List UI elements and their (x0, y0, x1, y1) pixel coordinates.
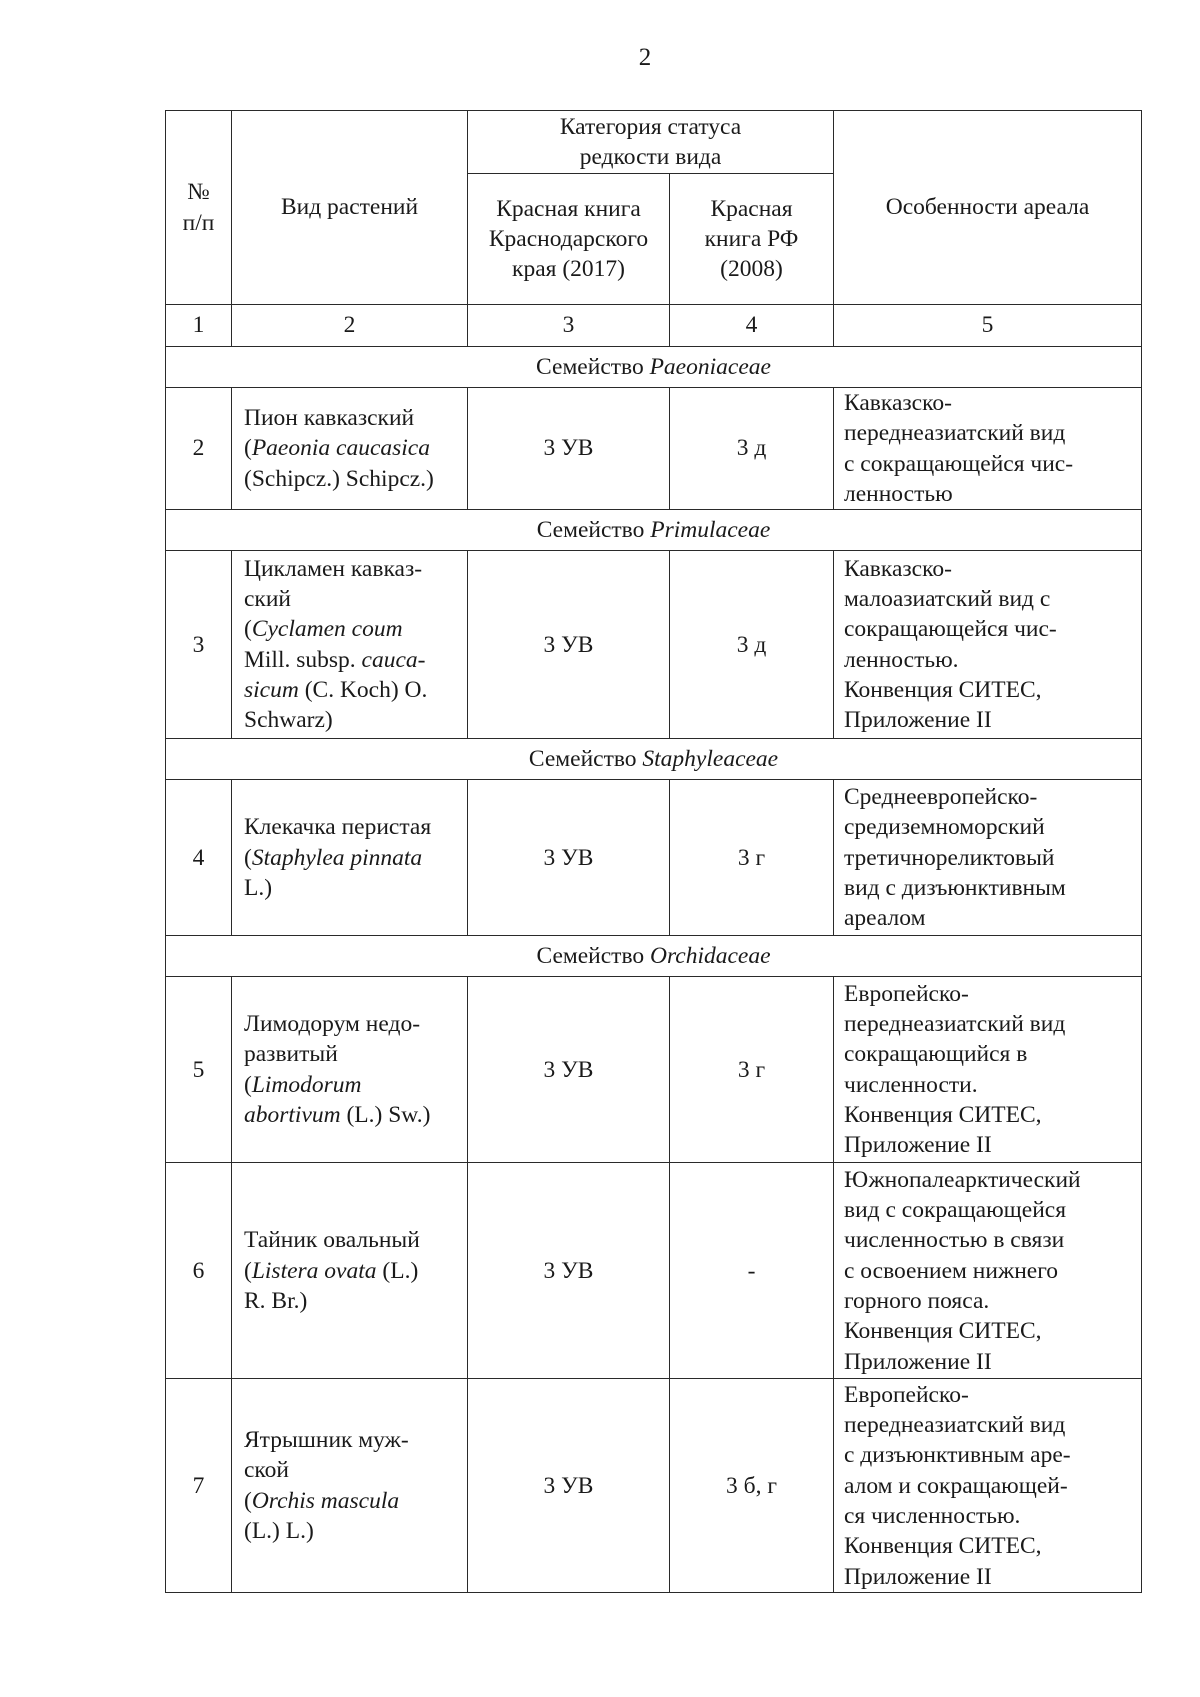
species-cell: Лимодорум недо- развитый (Limodorum abortivum (L.) Sw.) (232, 977, 468, 1163)
rf-category: 3 д (670, 388, 834, 510)
rf-category: 3 г (670, 780, 834, 936)
header-category-group: Категория статуса редкости вида (468, 111, 834, 174)
row-number: 2 (166, 388, 232, 510)
rf-category: - (670, 1163, 834, 1379)
family-heading-staphyleaceae: Семейство Staphyleaceae (166, 739, 1142, 780)
table-row (166, 388, 1142, 510)
row-number: 4 (166, 780, 232, 936)
rf-category: 3 д (670, 551, 834, 739)
krasnodar-category: 3 УВ (468, 1379, 670, 1593)
row-number: 5 (166, 977, 232, 1163)
header-range: Особенности ареала (834, 111, 1142, 305)
column-number-row (166, 305, 1142, 347)
range-notes: Южнопалеарктический вид с сокращающейся численностью в связи с освоением нижнего горного пояса. Конвенция СИТЕС, Приложение II (834, 1163, 1142, 1379)
range-notes: Европейско- переднеазиатский вид с дизъюнктивным аре- алом и сокращающей- ся численностью. Конвенция СИТЕС, Приложение II (834, 1379, 1142, 1593)
rare-plants-table (165, 110, 1142, 1593)
family-row (166, 510, 1142, 551)
header-red-book-krasnodar: Красная книга Краснодарского края (2017) (468, 174, 670, 305)
row-number: 7 (166, 1379, 232, 1593)
column-number: 5 (834, 305, 1142, 347)
range-notes: Среднеевропейско- средиземноморский третичнореликтовый вид с дизъюнктивным ареалом (834, 780, 1142, 936)
table-row (166, 1379, 1142, 1593)
krasnodar-category: 3 УВ (468, 780, 670, 936)
rf-category: 3 б, г (670, 1379, 834, 1593)
header-row-1 (166, 111, 1142, 174)
family-row (166, 739, 1142, 780)
krasnodar-category: 3 УВ (468, 388, 670, 510)
family-heading-primulaceae: Семейство Primulaceae (166, 510, 1142, 551)
species-cell: Пион кавказский (Paeonia caucasica (Schipcz.) Schipcz.) (232, 388, 468, 510)
header-species: Вид растений (232, 111, 468, 305)
table-row (166, 1163, 1142, 1379)
range-notes: Европейско- переднеазиатский вид сокращающийся в численности. Конвенция СИТЕС, Приложение II (834, 977, 1142, 1163)
species-cell: Тайник овальный (Listera ovata (L.) R. Br.) (232, 1163, 468, 1379)
row-number: 3 (166, 551, 232, 739)
krasnodar-category: 3 УВ (468, 977, 670, 1163)
rf-category: 3 г (670, 977, 834, 1163)
page-number: 2 (638, 44, 652, 71)
column-number: 2 (232, 305, 468, 347)
table-row (166, 780, 1142, 936)
column-number: 1 (166, 305, 232, 347)
range-notes: Кавказско- малоазиатский вид с сокращающейся чис- ленностью. Конвенция СИТЕС, Приложение II (834, 551, 1142, 739)
range-notes: Кавказско- переднеазиатский вид с сокращающейся чис- ленностью (834, 388, 1142, 510)
header-red-book-rf: Красная книга РФ (2008) (670, 174, 834, 305)
krasnodar-category: 3 УВ (468, 551, 670, 739)
species-cell: Ятрышник муж- ской (Orchis mascula (L.) L.) (232, 1379, 468, 1593)
species-cell: Клекачка перистая (Staphylea pinnata L.) (232, 780, 468, 936)
header-num: № п/п (166, 111, 232, 305)
family-row (166, 936, 1142, 977)
column-number: 3 (468, 305, 670, 347)
row-number: 6 (166, 1163, 232, 1379)
family-heading-orchidaceae: Семейство Orchidaceae (166, 936, 1142, 977)
family-row (166, 347, 1142, 388)
species-cell: Цикламен кавказ- ский (Cyclamen coum Mill. subsp. cauca- sicum (C. Koch) O. Schwarz) (232, 551, 468, 739)
table-row (166, 977, 1142, 1163)
family-heading-paeoniaceae: Семейство Paeoniaceae (166, 347, 1142, 388)
table-row (166, 551, 1142, 739)
krasnodar-category: 3 УВ (468, 1163, 670, 1379)
column-number: 4 (670, 305, 834, 347)
